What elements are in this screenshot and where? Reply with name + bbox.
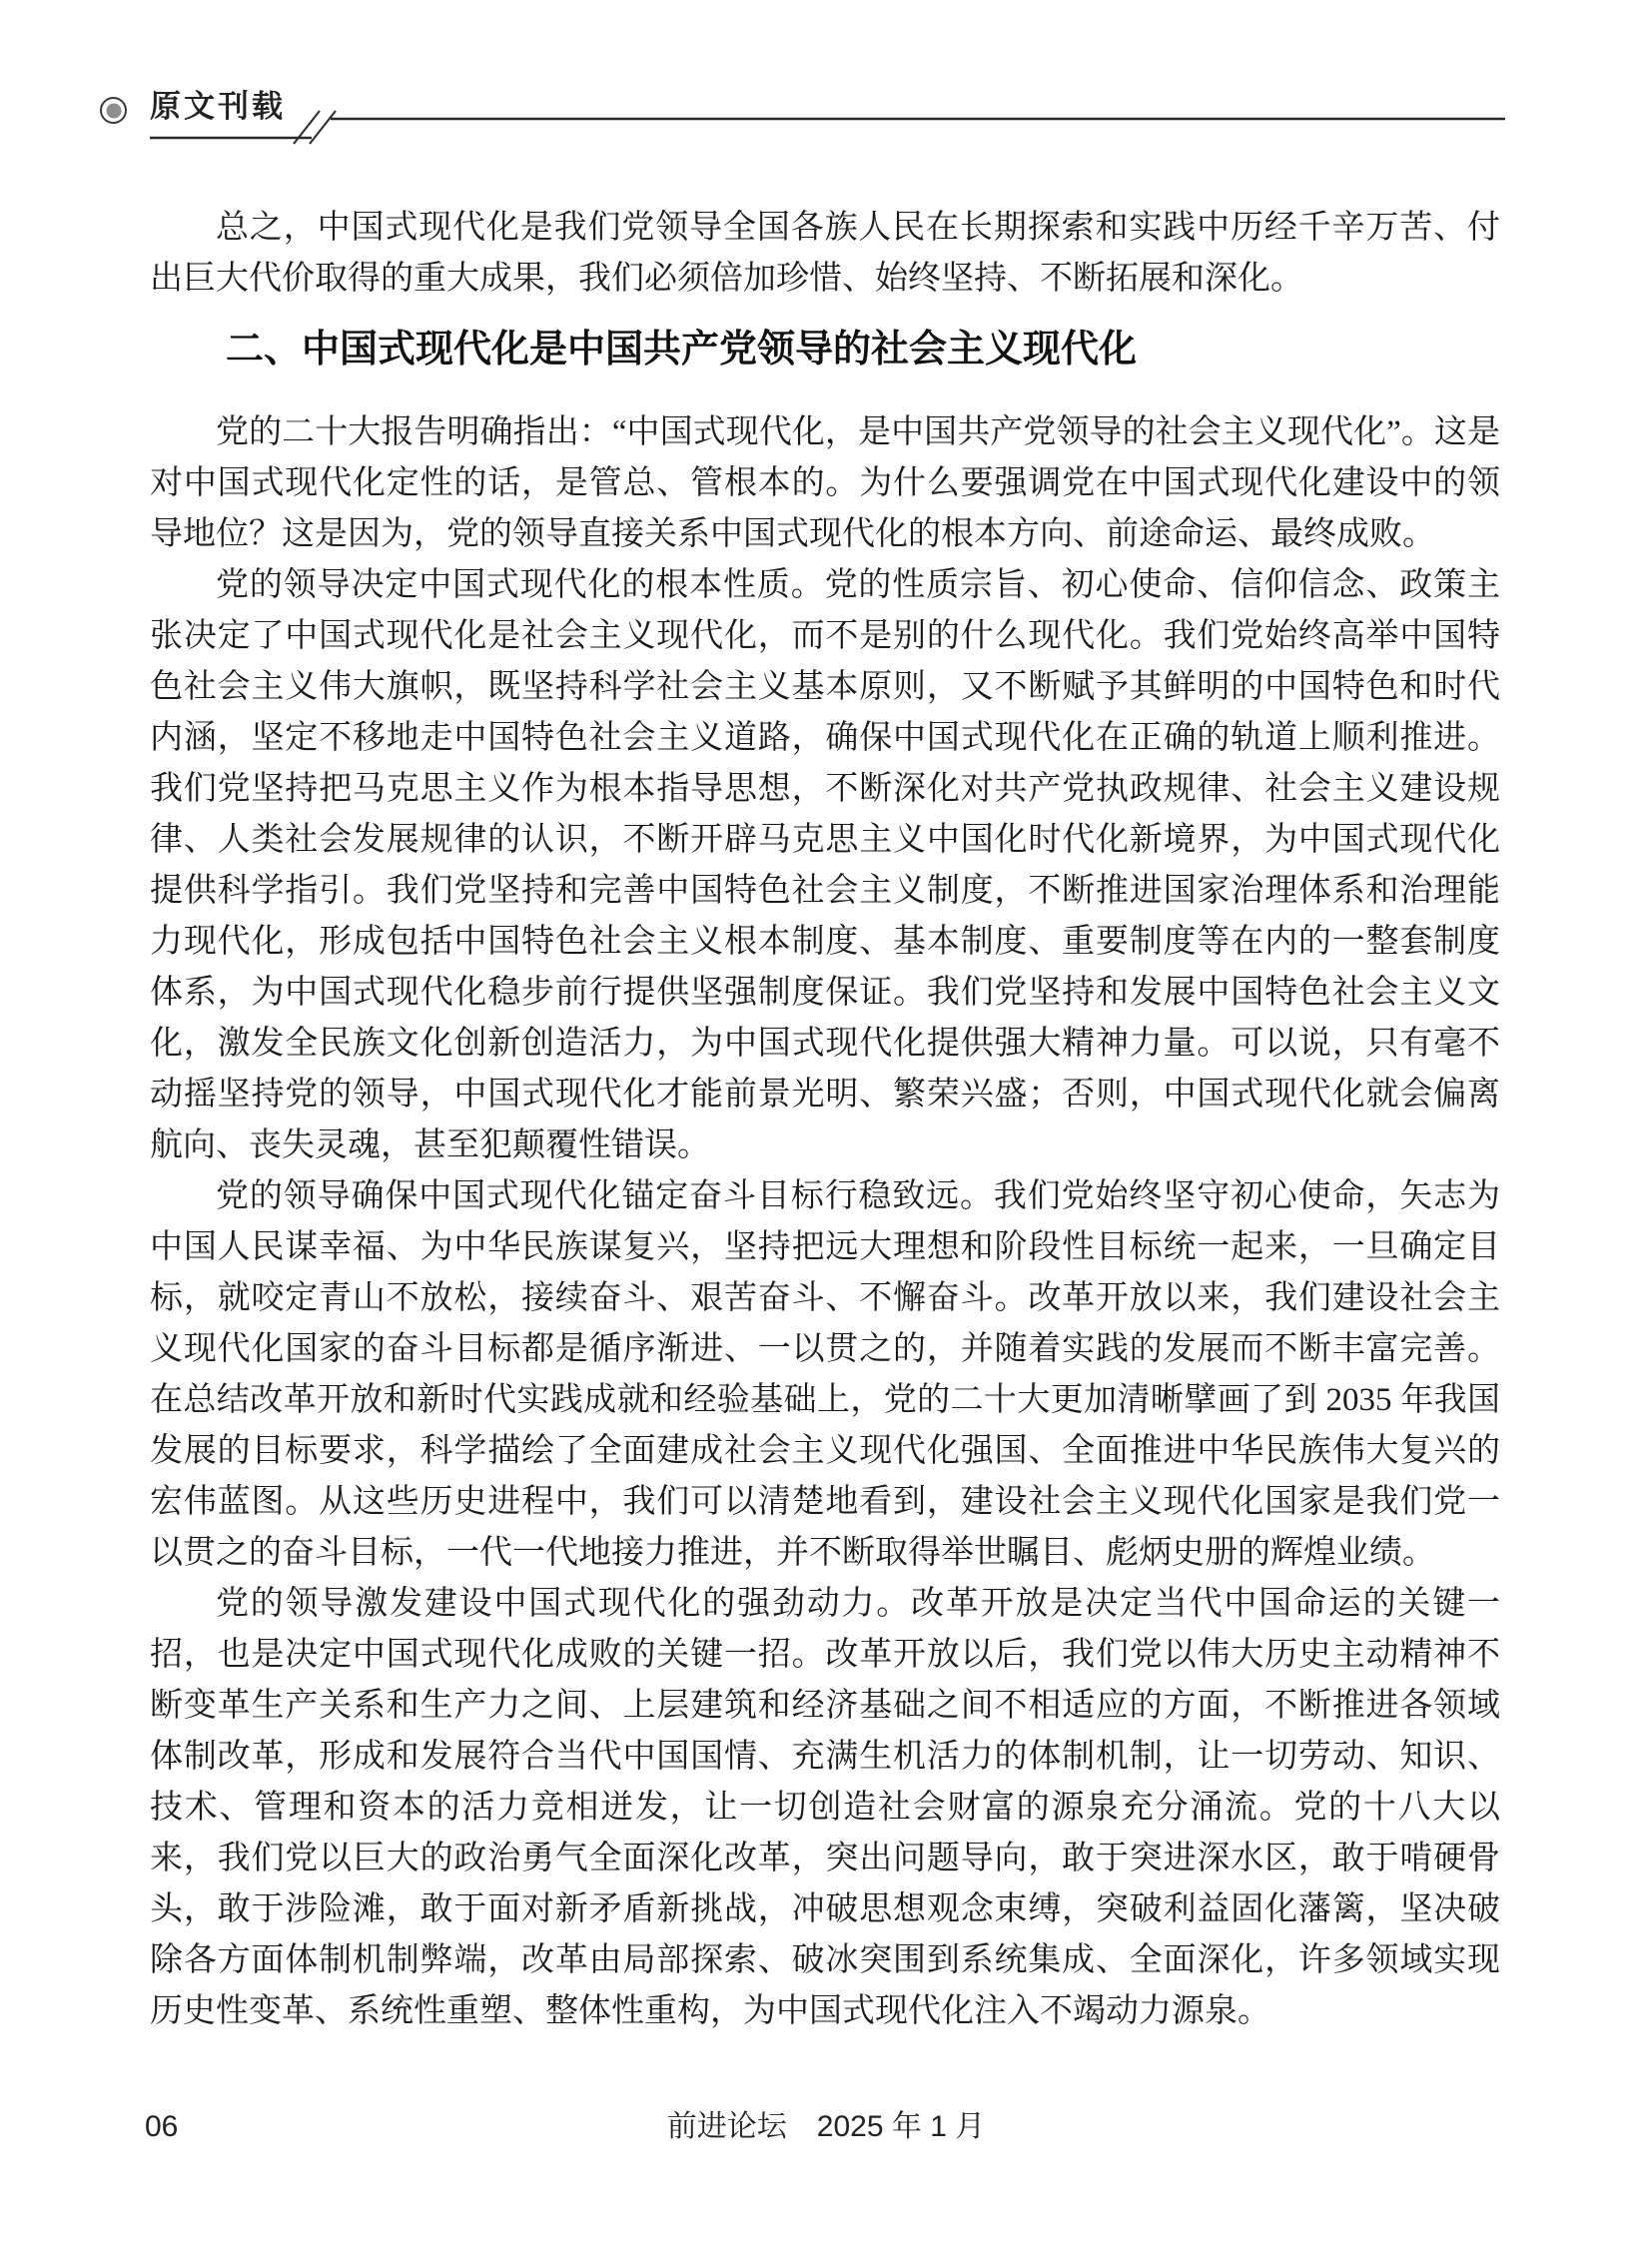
- page-number: 06: [145, 2110, 179, 2143]
- article-body: [150, 203, 1500, 2037]
- header-divider-line: [0, 0, 1652, 160]
- column-title: 原文刊载: [150, 89, 286, 124]
- page-header: [0, 0, 1652, 150]
- intro-paragraph: 总之，中国式现代化是我们党领导全国各族人民在长期探索和实践中历经千辛万苦、付出巨大代价取得的重大成果，我们必须倍加珍惜、始终坚持、不断拓展和深化。: [150, 210, 1500, 297]
- body-paragraph-1: 党的二十大报告明确指出：“中国式现代化，是中国共产党领导的社会主义现代化”。这是对中国式现代化定性的话，是管总、管根本的。为什么要强调党在中国式现代化建设中的领导地位？这是因为，党的领导直接关系中国式现代化的根本方向、前途命运、最终成败。: [150, 414, 1500, 552]
- body-paragraph-3: 党的领导确保中国式现代化锚定奋斗目标行稳致远。我们党始终坚守初心使命，矢志为中国人民谋幸福、为中华民族谋复兴，坚持把远大理想和阶段性目标统一起来，一旦确定目标，就咬定青山不放松，接续奋斗、艰苦奋斗、不懈奋斗。改革开放以来，我们建设社会主义现代化国家的奋斗目标都是循序渐进、一以贯之的，并随着实践的发展而不断丰富完善。在总结改革开放和新时代实践成就和经验基础上，党的二十大更加清晰擘画了到 2035 年我国发展的目标要求，科学描绘了全面建成社会主义现代化强国、全面推进中华民族伟大复兴的宏伟蓝图。从这些历史进程中，我们可以清楚地看到，建设社会主义现代化国家是我们党一以贯之的奋斗目标，一代一代地接力推进，并不断取得举世瞩目、彪炳史册的辉煌业绩。: [150, 1178, 1500, 1571]
- page-footer: [0, 2109, 1652, 2149]
- body-paragraph-4: 党的领导激发建设中国式现代化的强劲动力。改革开放是决定当代中国命运的关键一招，也是决定中国式现代化成败的关键一招。改革开放以后，我们党以伟大历史主动精神不断变革生产关系和生产力之间、上层建筑和经济基础之间不相适应的方面，不断推进各领域体制改革，形成和发展符合当代中国国情、充满生机活力的体制机制，让一切劳动、知识、技术、管理和资本的活力竞相迸发，让一切创造社会财富的源泉充分涌流。党的十八大以来，我们党以巨大的政治勇气全面深化改革，突出问题导向，敢于突进深水区，敢于啃硬骨头，敢于涉险滩，敢于面对新矛盾新挑战，冲破思想观念束缚，突破利益固化藩篱，坚决破除各方面体制机制弊端，改革由局部探索、破冰突围到系统集成、全面深化，许多领域实现历史性变革、系统性重塑、整体性重构，为中国式现代化注入不竭动力源泉。: [150, 1586, 1500, 2029]
- journal-title-and-date: 前进论坛 2025 年 1 月: [666, 2110, 986, 2143]
- body-paragraph-2: 党的领导决定中国式现代化的根本性质。党的性质宗旨、初心使命、信仰信念、政策主张决定了中国式现代化是社会主义现代化，而不是别的什么现代化。我们党始终高举中国特色社会主义伟大旗帜，既坚持科学社会主义基本原则，又不断赋予其鲜明的中国特色和时代内涵，坚定不移地走中国特色社会主义道路，确保中国式现代化在正确的轨道上顺利推进。我们党坚持把马克思主义作为根本指导思想，不断深化对共产党执政规律、社会主义建设规律、人类社会发展规律的认识，不断开辟马克思主义中国化时代化新境界，为中国式现代化提供科学指引。我们党坚持和完善中国特色社会主义制度，不断推进国家治理体系和治理能力现代化，形成包括中国特色社会主义根本制度、基本制度、重要制度等在内的一整套制度体系，为中国式现代化稳步前行提供坚强制度保证。我们党坚持和发展中国特色社会主义文化，激发全民族文化创新创造活力，为中国式现代化提供强大精神力量。可以说，只有毫不动摇坚持党的领导，中国式现代化才能前景光明、繁荣兴盛；否则，中国式现代化就会偏离航向、丧失灵魂，甚至犯颠覆性错误。: [150, 567, 1500, 1163]
- section-heading: 二、中国式现代化是中国共产党领导的社会主义现代化: [226, 329, 1138, 371]
